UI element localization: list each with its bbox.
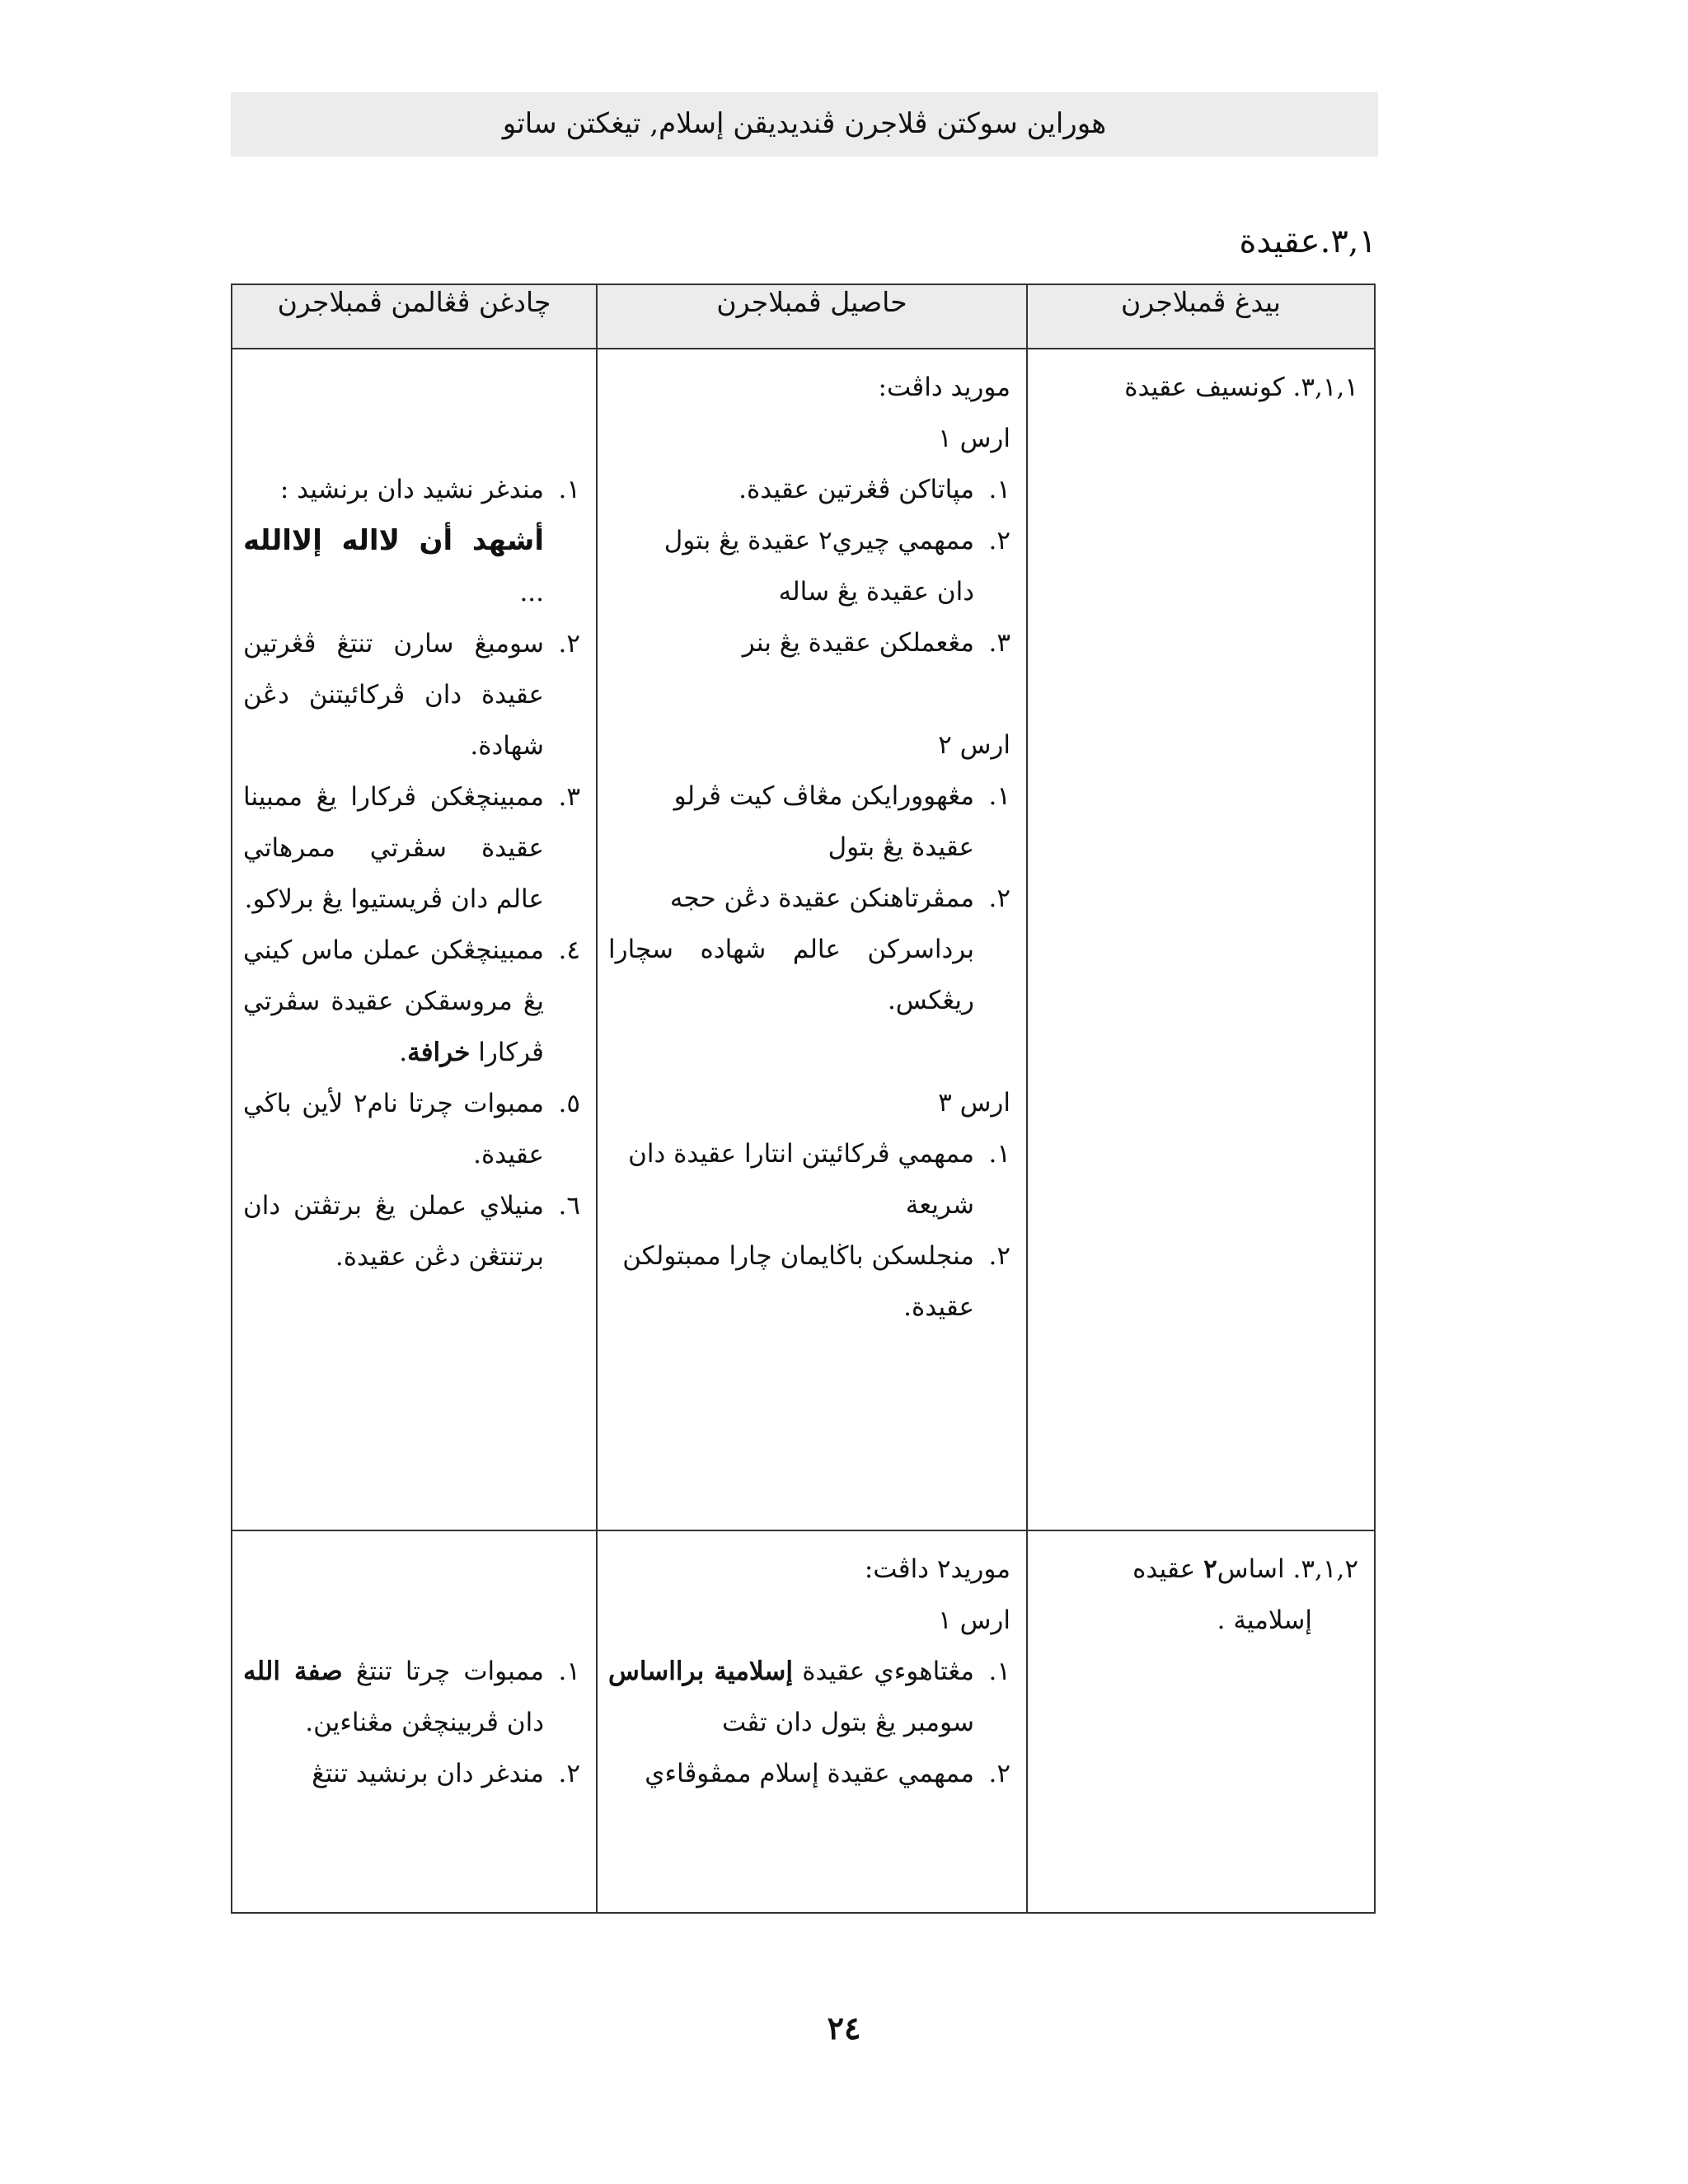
list-item: ٥. ممبوات چرتا نام٢ لأين باڬي عقيدة. xyxy=(243,1089,580,1169)
list-item: ٣. مڠعملكن عقيدة يڠ بنر xyxy=(742,628,1010,658)
list-item: ٤. ممبينچڠكن عملن ماس كيني يڠ مروسقكن عقيدة سڤرتي ڤركارا خرافة. xyxy=(243,935,580,1067)
list-item: ٢. مندغر دان برنشيد تنتڠ xyxy=(312,1759,580,1788)
outcome-cell xyxy=(597,349,1027,1530)
list-item: ٢. ممهمي چيري٢ عقيدة يڠ بتول xyxy=(663,526,1010,555)
list-item: ٢. ممهمي عقيدة إسلام ممڤوڤاءي xyxy=(645,1759,1010,1788)
header-outcome: حاصيل ڤمبلاجرن xyxy=(597,284,1027,349)
header-band xyxy=(231,92,1378,157)
level-label: ارس ٣ xyxy=(938,1088,1010,1118)
list-item-continuation: عقيدة يڠ بتول xyxy=(828,832,974,862)
table-header-row xyxy=(232,284,1375,349)
outcome-intro: موريد٢ داڤت: xyxy=(864,1554,1010,1584)
level-label: ارس ١ xyxy=(938,424,1010,453)
section-heading: ٣,١.عقيدة xyxy=(1239,223,1376,260)
list-item: ١. مندغر نشيد دان برنشيد : أشهد أن لااله إلاالله ... xyxy=(243,475,580,607)
topic-text: ٣,١,٢. اساس٢ عقيده xyxy=(1132,1554,1358,1584)
page-number: ٢٤ xyxy=(827,2009,861,2046)
list-item: ١. مپاتاكن ڤڠرتين عقيدة. xyxy=(738,475,1010,504)
list-item: ١. ممهمي ڤركائيتن انتارا عقيدة دان xyxy=(628,1139,1010,1169)
topic-text: ٣,١,١. كونسيف عقيدة xyxy=(1124,373,1358,402)
activities-cell xyxy=(232,349,597,1530)
list-item-continuation: برداسركن عالم شهاده سچارا ريڠكس. xyxy=(608,935,974,1015)
topic-cell xyxy=(1027,349,1375,1530)
list-item: ١. ممبوات چرتا تنتڠ صفة الله دان ڤربينچڠن مڠناءين. xyxy=(243,1657,580,1737)
curriculum-table xyxy=(231,284,1376,1914)
table-row xyxy=(232,349,1375,1530)
level-label: ارس ١ xyxy=(938,1605,1010,1635)
topic-text-line2: إسلامية . xyxy=(1217,1605,1312,1635)
shahada-text: أشهد أن لااله إلاالله xyxy=(243,524,544,557)
list-item: ٢. سومبڠ سارن تنتڠ ڤڠرتين عقيدة دان ڤركائيتنڽ دڠن شهادة. xyxy=(243,629,580,761)
header-activities: چادغن ڤڠالمن ڤمبلاجرن xyxy=(232,284,597,349)
outcome-intro: موريد داڤت: xyxy=(878,373,1010,402)
activities-cell xyxy=(232,1530,597,1913)
header-topic: بيدغ ڤمبلاجرن xyxy=(1027,284,1375,349)
list-item: ٦. منيلاي عملن يڠ برتڤتن دان برتنتڠن دڠن عقيدة. xyxy=(243,1191,580,1272)
list-item-continuation: دان عقيدة يڠ ساله xyxy=(778,577,974,607)
outcome-cell xyxy=(597,1530,1027,1913)
list-item: ٢. منجلسكن باڬايمان چارا ممبتولكن xyxy=(622,1241,1010,1271)
list-item: ٢. ممڤرتاهنكن عقيدة دڠن حجه xyxy=(669,883,1010,913)
list-item: ١. مڠتاهوءي عقيدة إسلامية برااساس سومبر يڠ بتول دان تڤت xyxy=(608,1657,1010,1737)
list-item: ٣. ممبينچڠكن ڤركارا يڠ ممبينا عقيدة سڤرتي ممرهاتي عالم دان ڤريستيوا يڠ برلاكو. xyxy=(243,782,580,914)
topic-cell xyxy=(1027,1530,1375,1913)
list-item-continuation: شريعة xyxy=(905,1190,974,1220)
header-title: هوراين سوكتن ڤلاجرن ڤنديديقن إسلام, تيغكتن ساتو xyxy=(502,107,1107,140)
list-item: ١. مڠهوورايكن مڠاڤ كيت ڤرلو xyxy=(673,781,1010,811)
level-label: ارس ٢ xyxy=(938,730,1010,760)
table-row xyxy=(232,1530,1375,1913)
list-item-continuation: عقيدة. xyxy=(903,1292,974,1322)
